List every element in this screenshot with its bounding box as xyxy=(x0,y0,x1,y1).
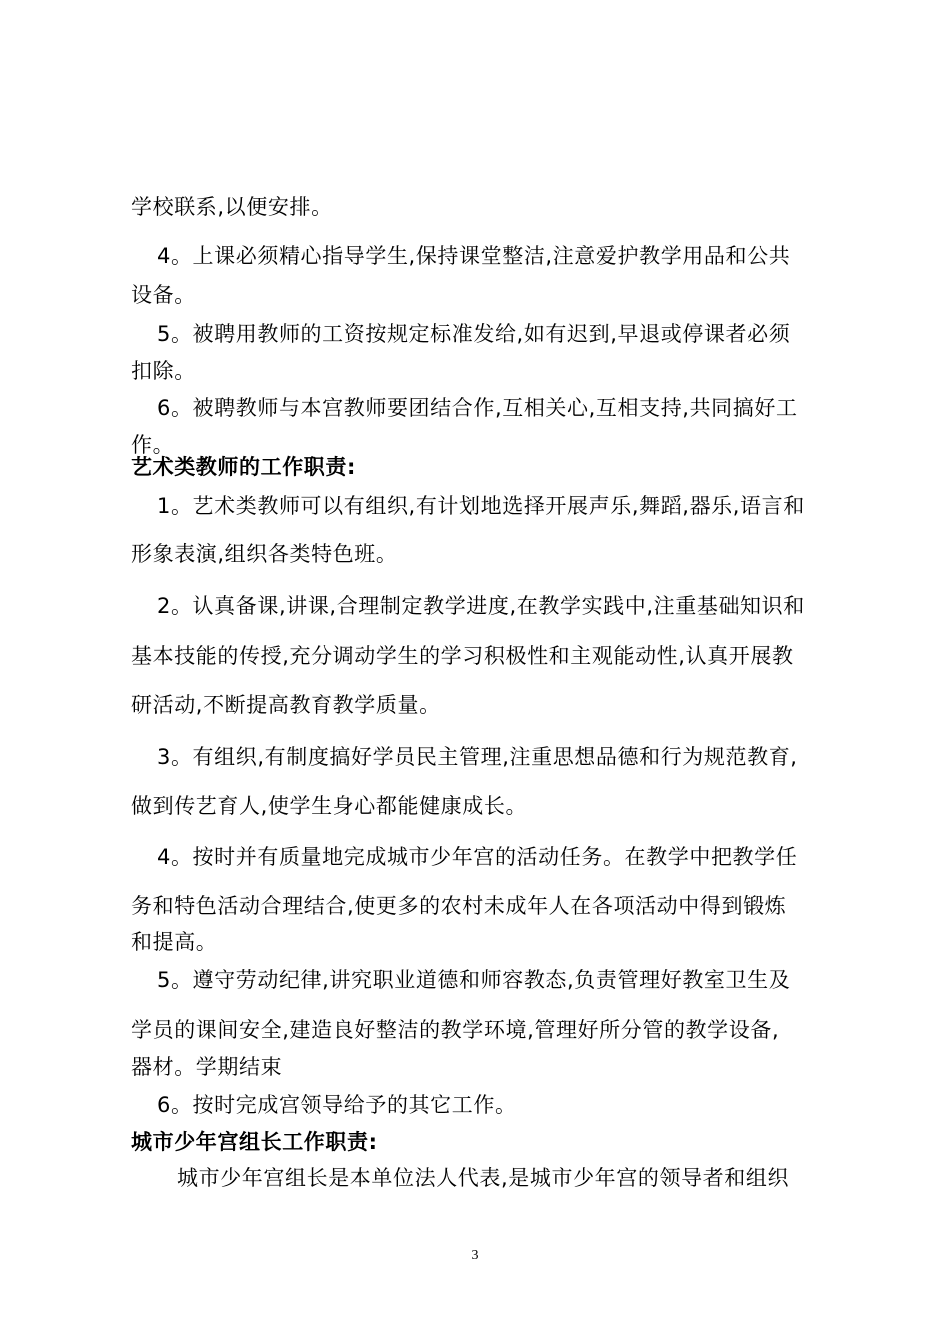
text-line: 形象表演,组织各类特色班。 xyxy=(131,542,398,566)
text-line: 学校联系,以便安排。 xyxy=(131,195,333,219)
text-line: 学员的课间安全,建造良好整洁的教学环境,管理好所分管的教学设备, xyxy=(131,1018,780,1042)
text-line: 研活动,不断提高教育教学质量。 xyxy=(131,693,441,717)
text-line: 器材。学期结束 xyxy=(131,1055,283,1079)
text-line: 和提高。 xyxy=(131,930,218,954)
text-line: 2。认真备课,讲课,合理制定教学进度,在教学实践中,注重基础知识和 xyxy=(157,594,805,618)
section-heading: 艺术类教师的工作职责: xyxy=(131,455,356,479)
text-line: 3。有组织,有制度搞好学员民主管理,注重思想品德和行为规范教育, xyxy=(157,745,798,769)
section-heading: 城市少年宫组长工作职责: xyxy=(131,1130,378,1154)
text-line: 基本技能的传授,充分调动学生的学习积极性和主观能动性,认真开展教 xyxy=(131,644,794,668)
text-line: 务和特色活动合理结合,使更多的农村未成年人在各项活动中得到锻炼 xyxy=(131,894,787,918)
text-line: 4。上课必须精心指导学生,保持课堂整洁,注意爱护教学用品和公共 xyxy=(157,244,791,268)
text-line: 4。按时并有质量地完成城市少年宫的活动任务。在教学中把教学任 xyxy=(157,845,798,869)
text-line: 扣除。 xyxy=(131,359,196,383)
text-line: 做到传艺育人,使学生身心都能健康成长。 xyxy=(131,794,528,818)
text-line: 5。遵守劳动纪律,讲究职业道德和师容教态,负责管理好教室卫生及 xyxy=(157,968,791,992)
text-line: 5。被聘用教师的工资按规定标准发给,如有迟到,早退或停课者必须 xyxy=(157,322,791,346)
text-line: 6。按时完成宫领导给予的其它工作。 xyxy=(157,1093,517,1117)
text-line: 1。艺术类教师可以有组织,有计划地选择开展声乐,舞蹈,器乐,语言和 xyxy=(157,494,805,518)
text-line: 设备。 xyxy=(131,283,196,307)
page-number: 3 xyxy=(471,1248,479,1263)
text-line: 6。被聘教师与本宫教师要团结合作,互相关心,互相支持,共同搞好工 xyxy=(157,396,798,420)
text-line: 城市少年宫组长是本单位法人代表,是城市少年宫的领导者和组织 xyxy=(177,1166,790,1190)
text-line: 作。 xyxy=(131,433,175,457)
